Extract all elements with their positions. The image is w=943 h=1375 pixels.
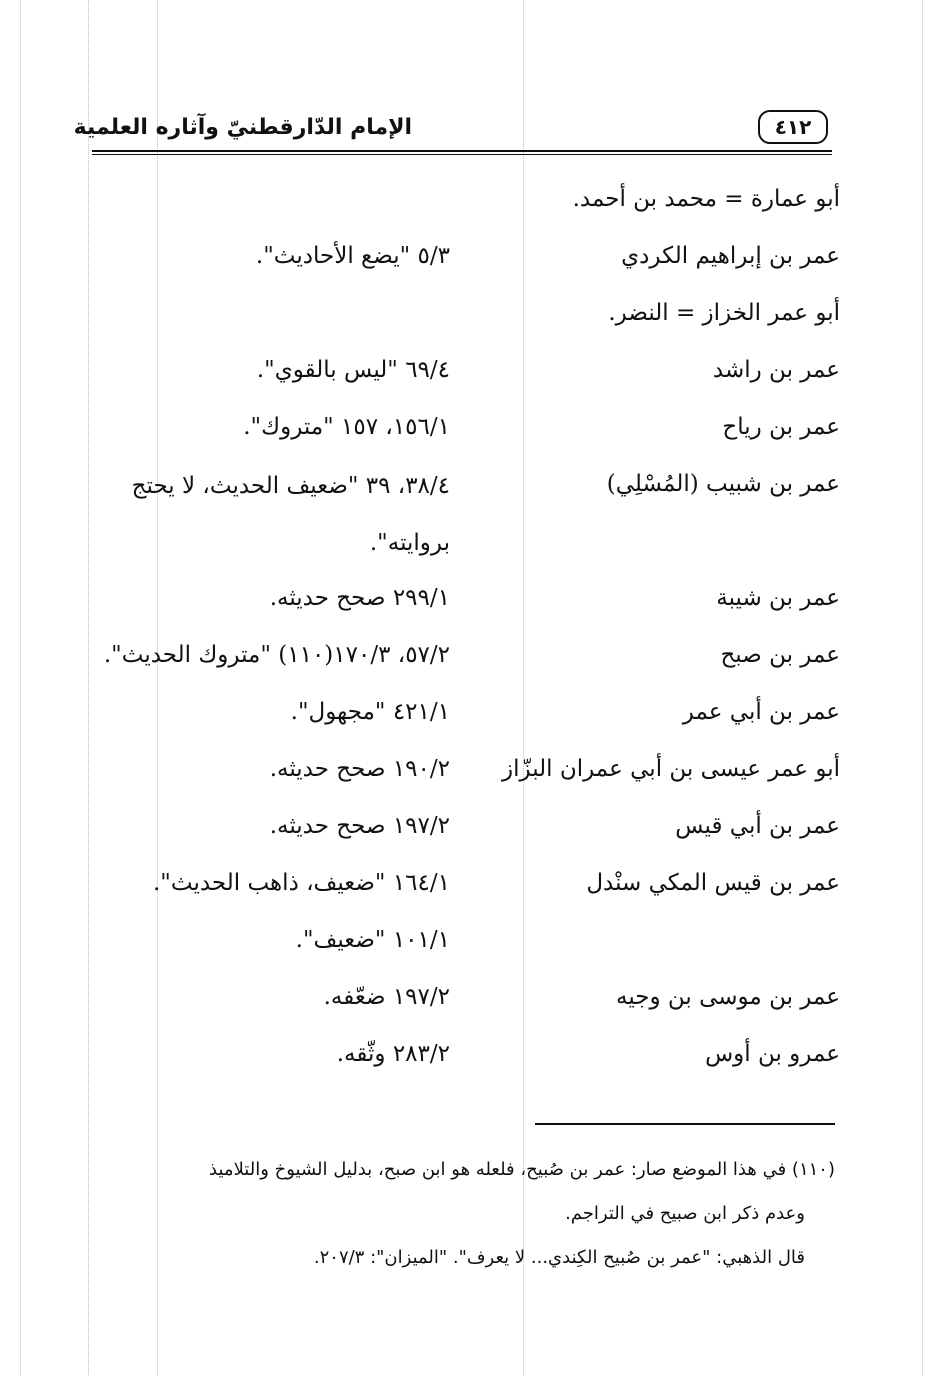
index-entry — [80, 1031, 840, 1088]
narrator-reference: ٥٧/٢، ١٧٠/٣(١١٠) "متروك الحديث". — [103, 642, 450, 668]
narrator-name: عمر بن أبي قيس — [675, 813, 840, 839]
page-number: ٤١٢ — [758, 110, 828, 144]
index-entry — [80, 632, 840, 689]
narrator-reference: ١٠١/١ "ضعيف". — [295, 927, 450, 953]
scan-guide-line — [20, 0, 21, 1375]
header-rule — [92, 154, 832, 155]
narrator-name: عمر بن قيس المكي سنْدل — [586, 870, 840, 896]
narrator-reference: ١٦٤/١ "ضعيف، ذاهب الحديث". — [152, 870, 450, 896]
index-entry — [80, 290, 840, 347]
narrator-name: عمرو بن أوس — [705, 1041, 840, 1067]
narrator-name: عمر بن صبح — [720, 642, 840, 668]
narrator-reference: ٦٩/٤ "ليس بالقوي". — [256, 357, 450, 383]
index-entry — [80, 461, 840, 575]
narrator-name: عمر بن شبيب (المُسْلِي) — [606, 471, 840, 497]
index-entry — [80, 689, 840, 746]
scan-guide-line — [922, 0, 923, 1375]
narrator-name: عمر بن رياح — [722, 414, 840, 440]
footnote-line: وعدم ذكر ابن صبيح في التراجم. — [565, 1203, 805, 1224]
narrator-name: عمر بن راشد — [712, 357, 840, 383]
narrator-reference: ٢٨٣/٢ وثّقه. — [336, 1041, 450, 1067]
narrator-reference: ٥/٣ "يضع الأحاديث". — [255, 243, 450, 269]
narrator-reference: ٣٨/٤، ٣٩ "ضعيف الحديث، لا يحتج بروايته". — [131, 473, 450, 556]
index-entry — [80, 860, 840, 917]
index-entry — [80, 347, 840, 404]
footnote-line: قال الذهبي: "عمر بن صُبيح الكِندي... لا يعرف". "الميزان": ٢٠٧/٣. — [313, 1247, 805, 1268]
narrator-name: عمر بن شيبة — [716, 585, 840, 611]
narrator-index — [80, 176, 840, 1088]
narrator-reference: ١٩٧/٢ صحح حديثه. — [269, 813, 450, 839]
narrator-name: عمر بن إبراهيم الكردي — [621, 243, 840, 269]
narrator-name: أبو عمر عيسى بن أبي عمران البزّاز — [502, 756, 840, 782]
index-entry — [80, 233, 840, 290]
narrator-name: أبو عمر الخزاز = النضر. — [608, 300, 840, 326]
narrator-reference: ١٥٦/١، ١٥٧ "متروك". — [243, 414, 450, 440]
footnote-rule — [535, 1123, 835, 1125]
index-entry — [80, 176, 840, 233]
index-entry — [80, 575, 840, 632]
narrator-reference: ٤٢١/١ "مجهول". — [290, 699, 450, 725]
running-title: الإمام الدّارقطنيّ وآثاره العلمية — [73, 115, 412, 140]
footnote-line: (١١٠) في هذا الموضع صار: عمر بن صُبيح، فلعله هو ابن صبح، بدليل الشيوخ والتلاميذ — [209, 1159, 835, 1180]
narrator-reference: ٢٩٩/١ صحح حديثه. — [269, 585, 450, 611]
index-entry — [80, 404, 840, 461]
narrator-reference: ١٩٠/٢ صحح حديثه. — [269, 756, 450, 782]
footnote — [95, 1148, 835, 1280]
index-entry — [80, 803, 840, 860]
header-rule — [92, 150, 832, 152]
narrator-name: أبو عمارة = محمد بن أحمد. — [572, 186, 840, 212]
index-entry — [80, 917, 840, 974]
index-entry — [80, 974, 840, 1031]
narrator-name: عمر بن موسى بن وجيه — [615, 984, 840, 1010]
index-entry — [80, 746, 840, 803]
narrator-reference: ١٩٧/٢ ضعّفه. — [323, 984, 450, 1010]
narrator-name: عمر بن أبي عمر — [682, 699, 840, 725]
